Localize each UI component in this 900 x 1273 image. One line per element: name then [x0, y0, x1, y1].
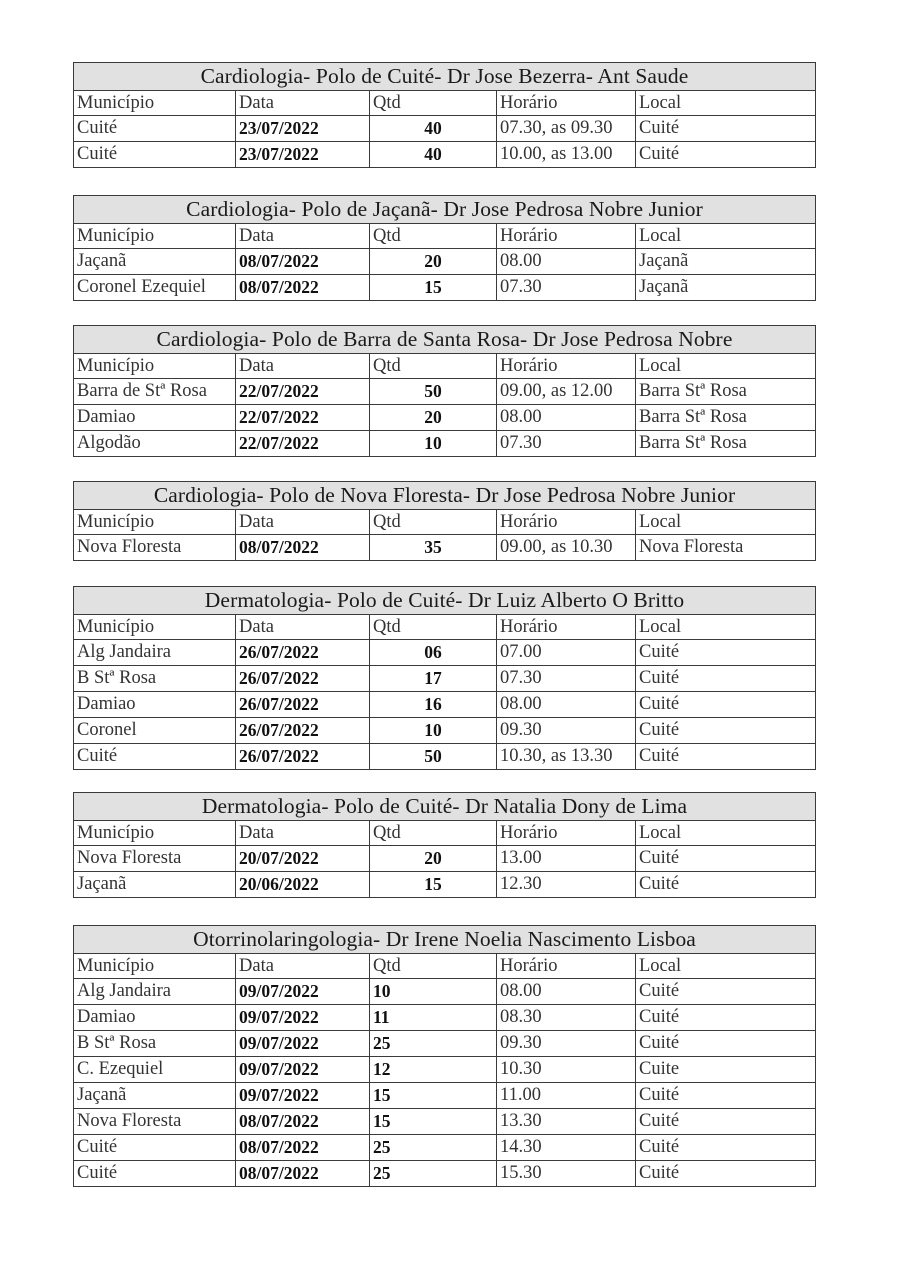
cell-data: 08/07/2022: [236, 535, 370, 561]
cell-horario: 07.30: [497, 431, 636, 457]
table-row: [74, 1031, 816, 1057]
cell-qtd: 20: [370, 249, 497, 275]
cell-horario: 13.30: [497, 1109, 636, 1135]
cell-municipio: Jaçanã: [74, 249, 236, 275]
cell-horario: 10.30: [497, 1057, 636, 1083]
cell-data: 20/07/2022: [236, 846, 370, 872]
cell-qtd: 50: [370, 379, 497, 405]
cell-horario: 12.30: [497, 872, 636, 898]
cell-horario: 10.00, as 13.00: [497, 142, 636, 168]
column-header-horario: Horário: [497, 821, 636, 846]
table-row: [74, 846, 816, 872]
cell-municipio: C. Ezequiel: [74, 1057, 236, 1083]
cell-local: Cuité: [636, 640, 816, 666]
cell-horario: 07.30, as 09.30: [497, 116, 636, 142]
cell-local: Cuité: [636, 142, 816, 168]
cell-qtd: 10: [370, 979, 497, 1005]
column-header-municipio: Município: [74, 615, 236, 640]
cell-qtd: 25: [370, 1135, 497, 1161]
table-row: [74, 405, 816, 431]
cell-data: 26/07/2022: [236, 666, 370, 692]
cell-horario: 08.00: [497, 692, 636, 718]
cell-local: Nova Floresta: [636, 535, 816, 561]
table-row: [74, 275, 816, 301]
cell-horario: 09.30: [497, 718, 636, 744]
cell-qtd: 15: [370, 1109, 497, 1135]
column-header-row: [74, 354, 816, 379]
cell-data: 26/07/2022: [236, 692, 370, 718]
cell-municipio: Nova Floresta: [74, 1109, 236, 1135]
table-row: [74, 718, 816, 744]
cell-horario: 08.30: [497, 1005, 636, 1031]
column-header-qtd: Qtd: [370, 354, 497, 379]
table-row: [74, 1005, 816, 1031]
column-header-municipio: Município: [74, 91, 236, 116]
cell-municipio: Alg Jandaira: [74, 640, 236, 666]
cell-local: Cuité: [636, 1031, 816, 1057]
cell-local: Jaçanã: [636, 249, 816, 275]
cell-qtd: 40: [370, 116, 497, 142]
column-header-local: Local: [636, 510, 816, 535]
column-header-local: Local: [636, 821, 816, 846]
column-header-data: Data: [236, 615, 370, 640]
cell-horario: 13.00: [497, 846, 636, 872]
cell-horario: 10.30, as 13.30: [497, 744, 636, 770]
cell-municipio: Damiao: [74, 405, 236, 431]
cell-data: 08/07/2022: [236, 1109, 370, 1135]
cell-local: Jaçanã: [636, 275, 816, 301]
schedule-table: [73, 792, 816, 898]
cell-municipio: B Stª Rosa: [74, 1031, 236, 1057]
column-header-horario: Horário: [497, 224, 636, 249]
table-row: [74, 116, 816, 142]
cell-horario: 08.00: [497, 405, 636, 431]
column-header-local: Local: [636, 91, 816, 116]
table-title-row: [74, 326, 816, 354]
column-header-local: Local: [636, 224, 816, 249]
cell-qtd: 10: [370, 431, 497, 457]
table-row: [74, 1161, 816, 1187]
column-header-data: Data: [236, 510, 370, 535]
table-title: Cardiologia- Polo de Jaçanã- Dr Jose Pedrosa Nobre Junior: [74, 196, 816, 224]
table-row: [74, 640, 816, 666]
column-header-qtd: Qtd: [370, 510, 497, 535]
column-header-row: [74, 615, 816, 640]
cell-local: Cuité: [636, 1109, 816, 1135]
schedule-table: [73, 586, 816, 770]
cell-municipio: Algodão: [74, 431, 236, 457]
column-header-horario: Horário: [497, 954, 636, 979]
cell-data: 08/07/2022: [236, 249, 370, 275]
cell-municipio: Alg Jandaira: [74, 979, 236, 1005]
column-header-municipio: Município: [74, 821, 236, 846]
cell-local: Cuité: [636, 666, 816, 692]
cell-data: 09/07/2022: [236, 1083, 370, 1109]
table-title-row: [74, 482, 816, 510]
cell-local: Cuité: [636, 718, 816, 744]
column-header-qtd: Qtd: [370, 224, 497, 249]
table-title-row: [74, 196, 816, 224]
cell-qtd: 11: [370, 1005, 497, 1031]
column-header-qtd: Qtd: [370, 821, 497, 846]
table-title-row: [74, 587, 816, 615]
cell-qtd: 12: [370, 1057, 497, 1083]
cell-horario: 09.00, as 10.30: [497, 535, 636, 561]
cell-municipio: Damiao: [74, 692, 236, 718]
cell-municipio: Coronel: [74, 718, 236, 744]
column-header-data: Data: [236, 224, 370, 249]
table-row: [74, 872, 816, 898]
cell-local: Cuité: [636, 744, 816, 770]
cell-qtd: 25: [370, 1161, 497, 1187]
cell-municipio: Cuité: [74, 1161, 236, 1187]
cell-local: Cuité: [636, 1161, 816, 1187]
column-header-row: [74, 91, 816, 116]
column-header-data: Data: [236, 821, 370, 846]
cell-horario: 11.00: [497, 1083, 636, 1109]
column-header-qtd: Qtd: [370, 91, 497, 116]
cell-data: 22/07/2022: [236, 405, 370, 431]
column-header-qtd: Qtd: [370, 954, 497, 979]
table-row: [74, 1109, 816, 1135]
cell-horario: 14.30: [497, 1135, 636, 1161]
cell-data: 23/07/2022: [236, 142, 370, 168]
cell-municipio: Coronel Ezequiel: [74, 275, 236, 301]
table-row: [74, 1083, 816, 1109]
column-header-data: Data: [236, 91, 370, 116]
table-title-row: [74, 793, 816, 821]
column-header-horario: Horário: [497, 354, 636, 379]
cell-data: 09/07/2022: [236, 1057, 370, 1083]
table-row: [74, 1057, 816, 1083]
cell-municipio: Jaçanã: [74, 872, 236, 898]
column-header-municipio: Município: [74, 354, 236, 379]
table-row: [74, 979, 816, 1005]
schedule-table: [73, 925, 816, 1187]
cell-horario: 08.00: [497, 249, 636, 275]
column-header-local: Local: [636, 954, 816, 979]
cell-data: 22/07/2022: [236, 431, 370, 457]
cell-qtd: 10: [370, 718, 497, 744]
table-title: Dermatologia- Polo de Cuité- Dr Luiz Alberto O Britto: [74, 587, 816, 615]
cell-data: 09/07/2022: [236, 1005, 370, 1031]
schedule-table: [73, 195, 816, 301]
cell-municipio: Cuité: [74, 116, 236, 142]
cell-horario: 09.30: [497, 1031, 636, 1057]
schedule-table: [73, 62, 816, 168]
cell-municipio: Nova Floresta: [74, 535, 236, 561]
cell-qtd: 15: [370, 1083, 497, 1109]
column-header-horario: Horário: [497, 510, 636, 535]
column-header-row: [74, 821, 816, 846]
cell-qtd: 25: [370, 1031, 497, 1057]
cell-qtd: 50: [370, 744, 497, 770]
cell-local: Cuité: [636, 1135, 816, 1161]
cell-municipio: Nova Floresta: [74, 846, 236, 872]
table-row: [74, 1135, 816, 1161]
column-header-row: [74, 954, 816, 979]
cell-data: 08/07/2022: [236, 275, 370, 301]
table-title: Cardiologia- Polo de Cuité- Dr Jose Bezerra- Ant Saude: [74, 63, 816, 91]
cell-data: 26/07/2022: [236, 718, 370, 744]
column-header-horario: Horário: [497, 615, 636, 640]
cell-qtd: 20: [370, 405, 497, 431]
column-header-row: [74, 510, 816, 535]
column-header-municipio: Município: [74, 224, 236, 249]
cell-horario: 07.00: [497, 640, 636, 666]
table-title: Cardiologia- Polo de Barra de Santa Rosa- Dr Jose Pedrosa Nobre: [74, 326, 816, 354]
column-header-local: Local: [636, 615, 816, 640]
table-row: [74, 379, 816, 405]
column-header-municipio: Município: [74, 510, 236, 535]
cell-qtd: 16: [370, 692, 497, 718]
cell-data: 09/07/2022: [236, 979, 370, 1005]
table-title: Dermatologia- Polo de Cuité- Dr Natalia Dony de Lima: [74, 793, 816, 821]
cell-horario: 09.00, as 12.00: [497, 379, 636, 405]
cell-qtd: 15: [370, 275, 497, 301]
table-row: [74, 692, 816, 718]
cell-local: Cuité: [636, 979, 816, 1005]
column-header-local: Local: [636, 354, 816, 379]
cell-data: 20/06/2022: [236, 872, 370, 898]
cell-local: Cuité: [636, 116, 816, 142]
cell-data: 26/07/2022: [236, 744, 370, 770]
cell-horario: 07.30: [497, 275, 636, 301]
cell-local: Barra Stª Rosa: [636, 379, 816, 405]
table-row: [74, 666, 816, 692]
table-row: [74, 142, 816, 168]
column-header-row: [74, 224, 816, 249]
cell-local: Barra Stª Rosa: [636, 431, 816, 457]
cell-local: Cuité: [636, 846, 816, 872]
cell-local: Cuité: [636, 1005, 816, 1031]
cell-local: Cuité: [636, 872, 816, 898]
cell-municipio: Damiao: [74, 1005, 236, 1031]
table-title: Otorrinolaringologia- Dr Irene Noelia Nascimento Lisboa: [74, 926, 816, 954]
column-header-data: Data: [236, 354, 370, 379]
cell-municipio: Cuité: [74, 142, 236, 168]
column-header-data: Data: [236, 954, 370, 979]
cell-local: Cuite: [636, 1057, 816, 1083]
cell-horario: 07.30: [497, 666, 636, 692]
cell-municipio: Cuité: [74, 1135, 236, 1161]
schedule-table: [73, 325, 816, 457]
cell-municipio: Jaçanã: [74, 1083, 236, 1109]
cell-data: 08/07/2022: [236, 1135, 370, 1161]
cell-data: 08/07/2022: [236, 1161, 370, 1187]
cell-municipio: B Stª Rosa: [74, 666, 236, 692]
cell-horario: 15.30: [497, 1161, 636, 1187]
column-header-horario: Horário: [497, 91, 636, 116]
table-title: Cardiologia- Polo de Nova Floresta- Dr Jose Pedrosa Nobre Junior: [74, 482, 816, 510]
cell-data: 09/07/2022: [236, 1031, 370, 1057]
cell-local: Cuité: [636, 692, 816, 718]
table-row: [74, 249, 816, 275]
cell-qtd: 17: [370, 666, 497, 692]
column-header-municipio: Município: [74, 954, 236, 979]
cell-local: Barra Stª Rosa: [636, 405, 816, 431]
cell-data: 23/07/2022: [236, 116, 370, 142]
cell-data: 26/07/2022: [236, 640, 370, 666]
column-header-qtd: Qtd: [370, 615, 497, 640]
table-title-row: [74, 926, 816, 954]
cell-qtd: 06: [370, 640, 497, 666]
cell-data: 22/07/2022: [236, 379, 370, 405]
cell-municipio: Barra de Stª Rosa: [74, 379, 236, 405]
table-row: [74, 744, 816, 770]
cell-qtd: 40: [370, 142, 497, 168]
table-row: [74, 431, 816, 457]
cell-qtd: 35: [370, 535, 497, 561]
cell-qtd: 20: [370, 846, 497, 872]
cell-horario: 08.00: [497, 979, 636, 1005]
cell-municipio: Cuité: [74, 744, 236, 770]
table-title-row: [74, 63, 816, 91]
cell-local: Cuité: [636, 1083, 816, 1109]
cell-qtd: 15: [370, 872, 497, 898]
table-row: [74, 535, 816, 561]
schedule-table: [73, 481, 816, 561]
